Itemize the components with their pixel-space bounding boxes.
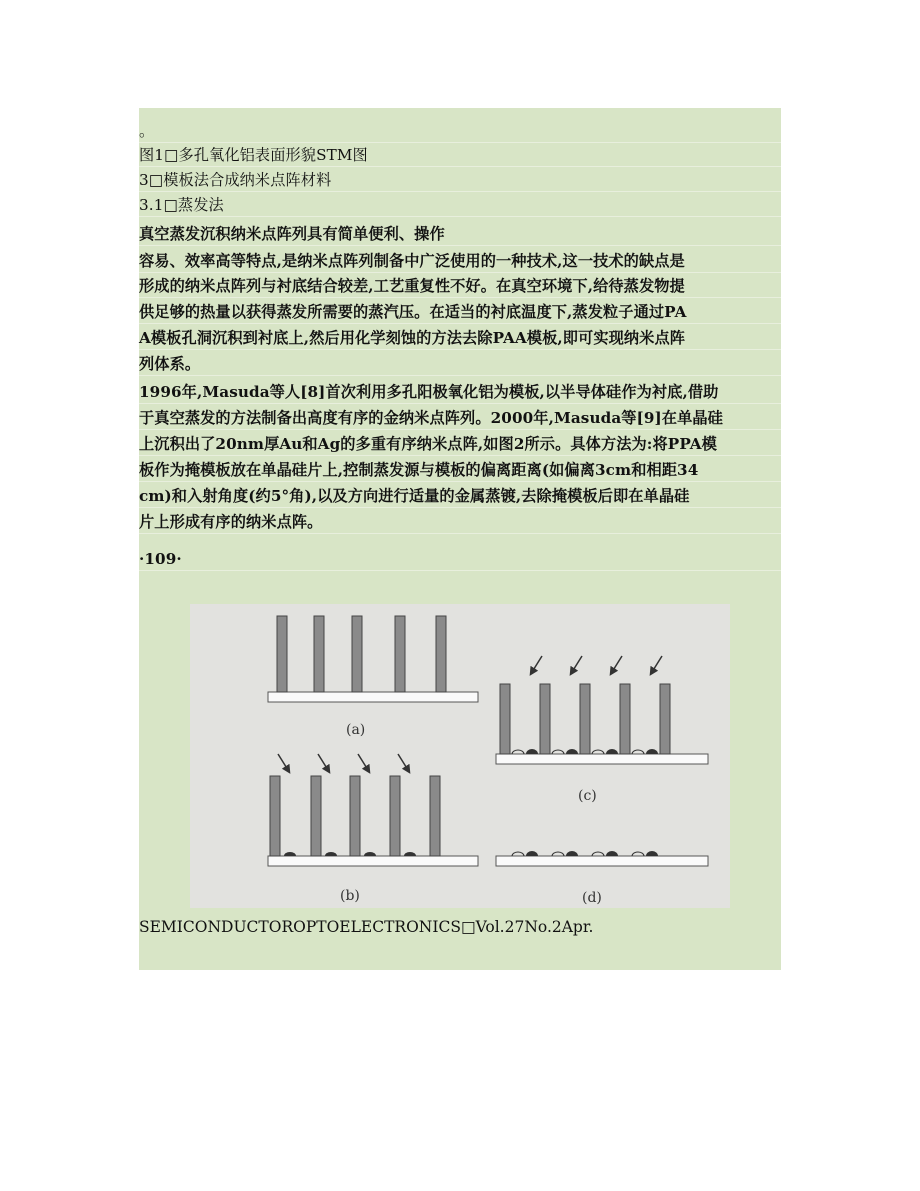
paragraph2-line-5: cm)和入射角度(约5°角),以及方向进行适量的金属蒸镀,去除掩模板后即在单晶硅 <box>139 485 781 508</box>
section-heading-3: 3□模板法合成纳米点阵材料 <box>139 169 781 192</box>
paragraph2-line-2: 于真空蒸发的方法制备出高度有序的金纳米点阵列。2000年,Masuda等[9]在单晶硅 <box>139 407 781 430</box>
figure1-caption: 图1□多孔氧化铝表面形貌STM图 <box>139 144 781 167</box>
panel-label-b: (b) <box>340 888 360 904</box>
document-page <box>139 108 781 970</box>
text-fragment-dot: 。 <box>139 120 781 143</box>
paragraph1-line-5: A模板孔洞沉积到衬底上,然后用化学刻蚀的方法去除PAA模板,即可实现纳米点阵 <box>139 327 781 350</box>
paragraph2-line-6: 片上形成有序的纳米点阵。 <box>139 511 781 534</box>
panel-label-d: (d) <box>582 890 602 906</box>
paragraph1-line-4: 供足够的热量以获得蒸发所需要的蒸汽压。在适当的衬底温度下,蒸发粒子通过PA <box>139 301 781 324</box>
paragraph1-line-1: 真空蒸发沉积纳米点阵列具有简单便利、操作 <box>139 223 781 246</box>
panel-label-c: (c) <box>578 788 597 804</box>
page-number: ·109· <box>139 548 781 571</box>
paragraph1-line-2: 容易、效率高等特点,是纳米点阵列制备中广泛使用的一种技术,这一技术的缺点是 <box>139 250 781 273</box>
section-heading-3-1: 3.1□蒸发法 <box>139 194 781 217</box>
paragraph2-line-1: 1996年,Masuda等人[8]首次利用多孔阳极氧化铝为模板,以半导体硅作为衬底,借助 <box>139 381 781 404</box>
journal-footer: SEMICONDUCTOROPTOELECTRONICS□Vol.27No.2Apr. <box>139 918 594 936</box>
paragraph2-line-3: 上沉积出了20nm厚Au和Ag的多重有序纳米点阵,如图2所示。具体方法为:将PPA模 <box>139 433 781 456</box>
paragraph1-line-6: 列体系。 <box>139 353 781 376</box>
paragraph2-line-4: 板作为掩模板放在单晶硅片上,控制蒸发源与模板的偏离距离(如偏离3cm和相距34 <box>139 459 781 482</box>
figure2-evaporation-diagram <box>190 604 730 908</box>
panel-label-a: (a) <box>346 722 366 738</box>
paragraph1-line-3: 形成的纳米点阵列与衬底结合较差,工艺重复性不好。在真空环境下,给待蒸发物提 <box>139 275 781 298</box>
